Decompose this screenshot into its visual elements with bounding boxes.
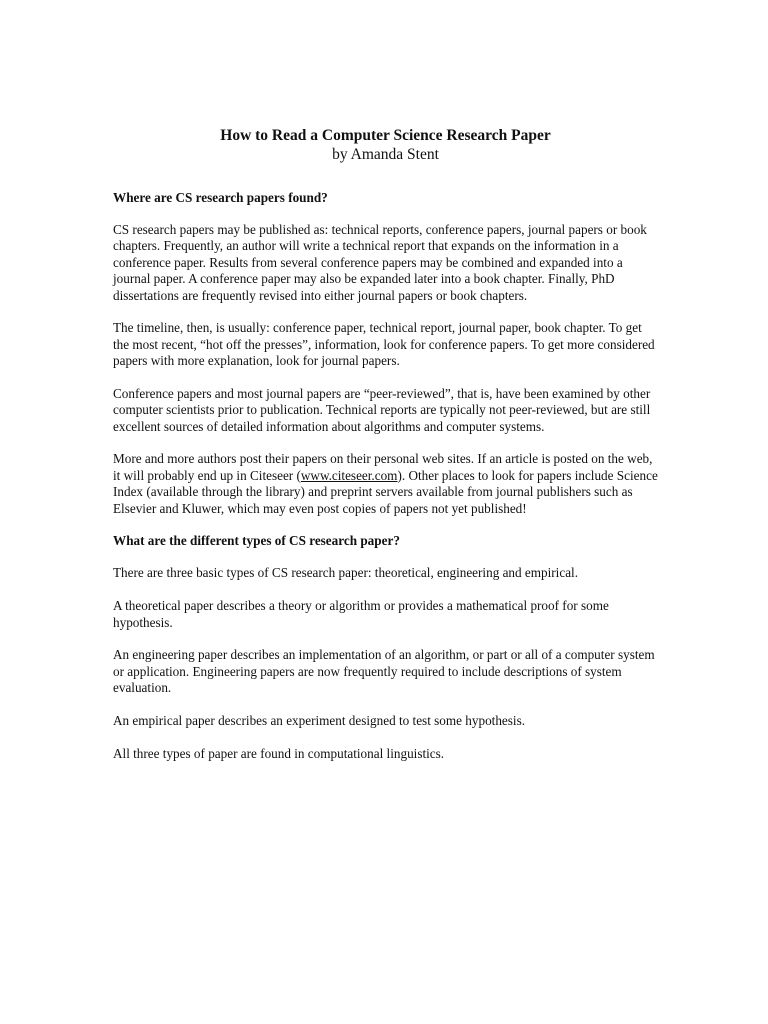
- section-heading-paper-types: What are the different types of CS research paper?: [113, 533, 400, 548]
- paragraph-web-sources-text-end: ). Other places to look for papers include Science Index (available through the library) and preprint servers available from journal publishers such as Elsevier and Kluwer, which may even post copies of papers not yet published!: [113, 467, 658, 516]
- paragraph-web-sources-text-start: More and more authors post their papers on their personal web sites. If an article is posted on the web, it will probably end up in Citeseer (: [113, 451, 653, 483]
- paragraph-empirical: An empirical paper describes an experiment designed to test some hypothesis.: [113, 712, 525, 728]
- document-content: [113, 126, 658, 780]
- title-block: [113, 126, 658, 164]
- paragraph-publication-types: CS research papers may be published as: technical reports, conference papers, journal papers or book chapters. Frequently, an author will write a technical report that expands on the information in a conference paper. Results from several conference papers may be combined and expanded into a journal paper. A conference paper may also be expanded later into a book chapter. Finally, PhD dissertations are frequently revised into either journal papers or book chapters.: [113, 221, 647, 303]
- citeseer-link[interactable]: www.citeseer.com: [300, 467, 398, 483]
- paragraph-computational-linguistics: All three types of paper are found in computational linguistics.: [113, 746, 445, 761]
- paragraph-web-sources: [113, 451, 658, 517]
- paragraph-timeline: The timeline, then, is usually: conference paper, technical report, journal paper, book chapter. To get the most recent, “hot off the presses”, information, look for conference papers. To get more considered papers with more explanation, look for journal papers.: [113, 320, 655, 368]
- document-title: How to Read a Computer Science Research Paper: [220, 127, 551, 144]
- paragraph-theoretical: A theoretical paper describes a theory or algorithm or provides a mathematical proof for some hypothesis.: [113, 598, 609, 630]
- document-author: by Amanda Stent: [332, 146, 439, 163]
- paragraph-engineering: An engineering paper describes an implementation of an algorithm, or part or all of a computer system or application. Engineering papers are now frequently required to include descriptions of system evaluation.: [113, 647, 655, 695]
- paragraph-peer-review: Conference papers and most journal papers are “peer-reviewed”, that is, have been examined by other computer scientists prior to publication. Technical reports are typically not peer-reviewed, but are still excellent sources of detailed information about algorithms and computer systems.: [113, 385, 651, 434]
- paragraph-three-types: There are three basic types of CS research paper: theoretical, engineering and empirical.: [113, 564, 579, 580]
- section-heading-where-found: Where are CS research papers found?: [113, 190, 328, 205]
